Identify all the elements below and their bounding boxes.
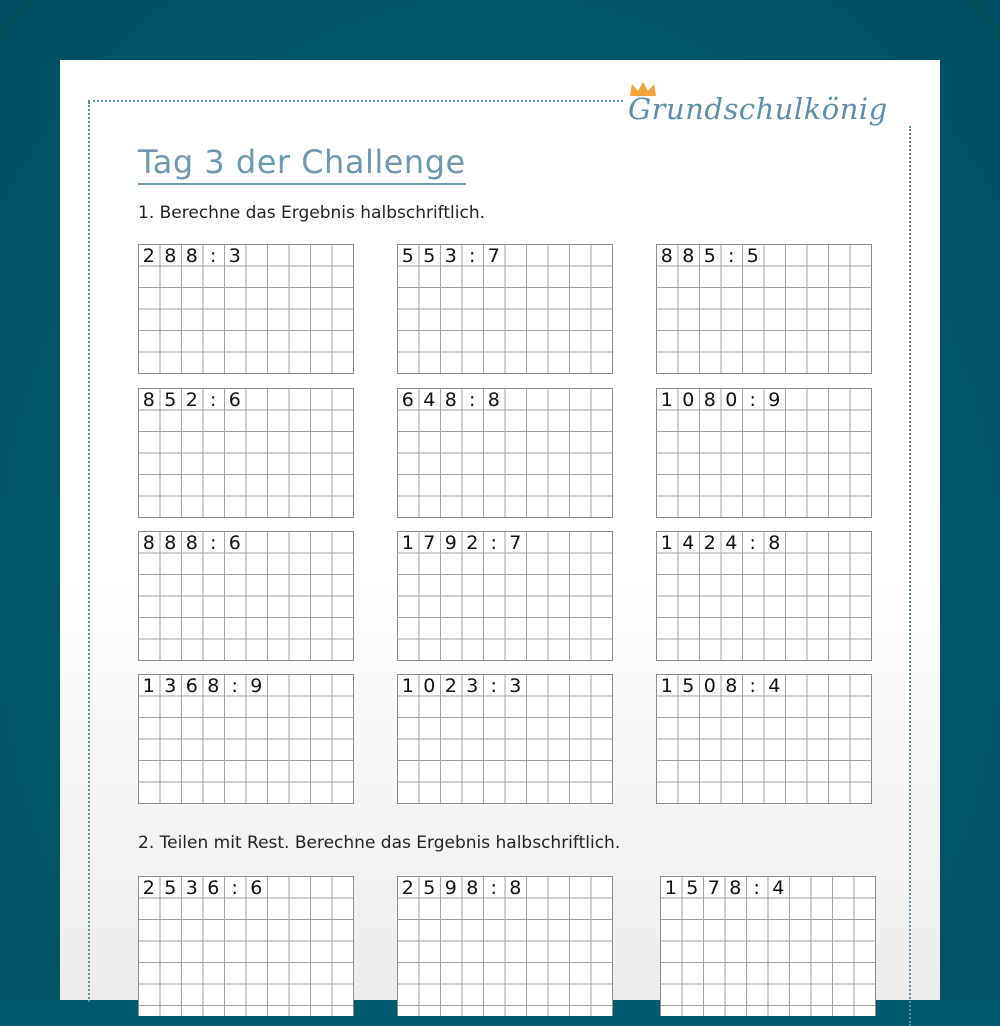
exercise-grid[interactable]	[660, 876, 876, 1016]
division-task: 8 8 8 : 6	[142, 532, 241, 554]
exercise-grid[interactable]	[397, 388, 613, 518]
brand-name: Grundschulkönig	[628, 92, 888, 126]
division-task: 1 7 9 2 : 7	[401, 532, 522, 554]
division-task: 2 5 3 6 : 6	[142, 877, 263, 899]
division-task: 2 5 9 8 : 8	[401, 877, 522, 899]
exercise-grid[interactable]	[138, 244, 354, 374]
division-task: 1 4 2 4 : 8	[660, 532, 781, 554]
division-task: 8 5 2 : 6	[142, 389, 241, 411]
exercise-grid[interactable]	[397, 876, 613, 1016]
exercise-grid[interactable]	[656, 244, 872, 374]
exercise-grid[interactable]	[656, 531, 872, 661]
exercise-grid[interactable]	[138, 388, 354, 518]
exercise-grid[interactable]	[138, 531, 354, 661]
exercise-grid[interactable]	[656, 674, 872, 804]
section2-instruction: 2. Teilen mit Rest. Berechne das Ergebnis halbschriftlich.	[138, 833, 621, 853]
dotted-border-top	[88, 100, 623, 102]
exercise-grid[interactable]	[138, 674, 354, 804]
division-task: 1 5 0 8 : 4	[660, 675, 781, 697]
division-task: 6 4 8 : 8	[401, 389, 500, 411]
dotted-border-left	[88, 102, 90, 1002]
division-task: 2 8 8 : 3	[142, 245, 241, 267]
brand-logo	[628, 80, 918, 130]
exercise-grid[interactable]	[397, 531, 613, 661]
division-task: 1 5 7 8 : 4	[664, 877, 785, 899]
page-title: Tag 3 der Challenge	[138, 143, 466, 185]
exercise-grid[interactable]	[397, 674, 613, 804]
exercise-grid[interactable]	[138, 876, 354, 1016]
division-task: 1 3 6 8 : 9	[142, 675, 263, 697]
worksheet-page	[60, 60, 940, 1000]
dotted-border-right	[909, 126, 911, 1026]
exercise-grid[interactable]	[656, 388, 872, 518]
section1-instruction: 1. Berechne das Ergebnis halbschriftlich.	[138, 203, 485, 223]
division-task: 1 0 8 0 : 9	[660, 389, 781, 411]
division-task: 1 0 2 3 : 3	[401, 675, 522, 697]
exercise-grid[interactable]	[397, 244, 613, 374]
division-task: 8 8 5 : 5	[660, 245, 759, 267]
division-task: 5 5 3 : 7	[401, 245, 500, 267]
